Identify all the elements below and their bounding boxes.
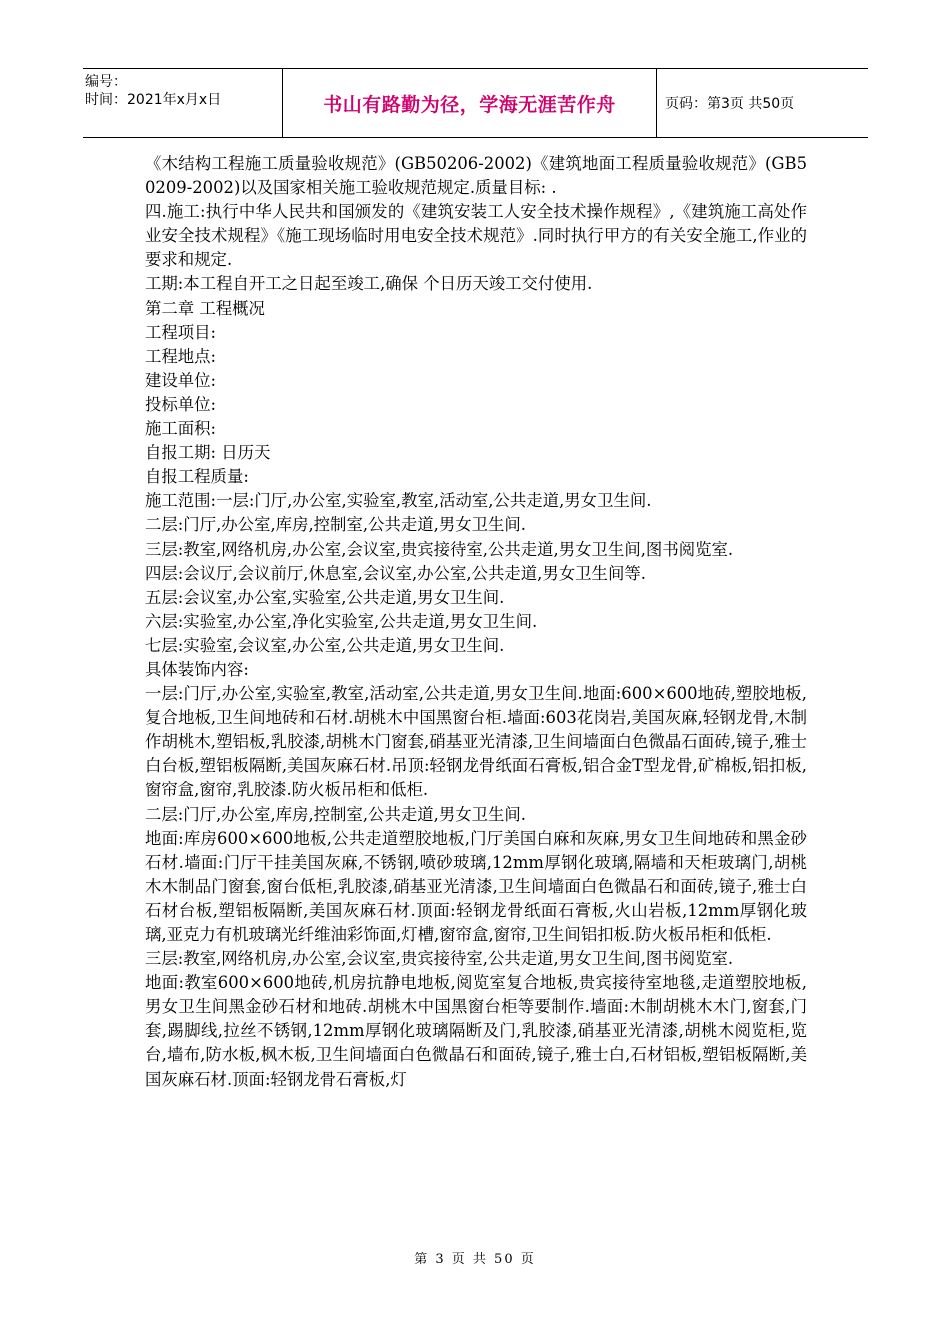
- paragraph: 地面:库房600×600地板,公共走道塑胶地板,门厅美国白麻和灰麻,男女卫生间地砖和黑金砂石材.墙面:门厅干挂美国灰麻,不锈钢,喷砂玻璃,12mm厚钢化玻璃,隔墙和天柜玻璃门,胡桃木木制品门窗套,窗台低柜,乳胶漆,硝基亚光清漆,卫生间墙面白色微晶石和面砖,镜子,雅士白石材台板,塑铝板隔断,美国灰麻石材.顶面:轻钢龙骨纸面石膏板,火山岩板,12mm厚钢化玻璃,亚克力有机玻璃光纤维油彩饰面,灯槽,窗帘盒,窗帘,卫生间铝扣板.防火板吊柜和低柜.: [145, 828, 807, 944]
- paragraph: 三层:教室,网络机房,办公室,会议室,贵宾接待室,公共走道,男女卫生间,图书阅览室.: [145, 949, 734, 969]
- page-info-cell: [657, 69, 868, 137]
- paragraph: 《木结构工程施工质量验收规范》(GB50206-2002)《建筑地面工程质量验收规范》(GB50209-2002)以及国家相关施工验收规范规定.质量目标: .: [145, 154, 807, 198]
- paragraph: 四层:会议厅,会议前厅,休息室,会议室,办公室,公共走道,男女卫生间等.: [145, 563, 646, 583]
- page-footer: 第 3 页 共 50 页: [414, 1252, 536, 1267]
- page-info-text: 页码：第3页 共50页: [665, 96, 795, 112]
- paragraph: 建设单位:: [145, 370, 217, 390]
- document-body: [145, 152, 807, 1092]
- header-meta-cell: [83, 69, 283, 137]
- paragraph: 施工面积:: [145, 419, 217, 439]
- paragraph: 六层:实验室,办公室,净化实验室,公共走道,男女卫生间.: [145, 611, 538, 631]
- paragraph: 工程地点:: [145, 346, 217, 366]
- paragraph: 具体装饰内容:: [145, 659, 249, 679]
- paragraph: 工程项目:: [145, 322, 217, 342]
- paragraph: 四.施工:执行中华人民共和国颁发的《建筑安装工人安全技术操作规程》,《建筑施工高处作业安全技术规程》《施工现场临时用电安全技术规范》.同时执行甲方的有关安全施工,作业的要求和规定.: [145, 202, 807, 270]
- paragraph: 自报工期: 日历天: [145, 443, 271, 463]
- paragraph: 二层:门厅,办公室,库房,控制室,公共走道,男女卫生间.: [145, 804, 526, 824]
- motto-cell: [283, 69, 657, 137]
- paragraph: 自报工程质量:: [145, 467, 249, 487]
- paragraph: 工期:本工程自开工之日起至竣工,确保 个日历天竣工交付使用.: [145, 274, 593, 294]
- paragraph: 五层:会议室,办公室,实验室,公共走道,男女卫生间.: [145, 587, 505, 607]
- paragraph: 地面:教室600×600地砖,机房抗静电地板,阅览室复合地板,贵宾接待室地毯,走道塑胶地板,男女卫生间黑金砂石材和地砖.胡桃木中国黑窗台柜等要制作.墙面:木制胡桃木木门,窗套,门套,踢脚线,拉丝不锈钢,12mm厚钢化玻璃隔断及门,乳胶漆,硝基亚光清漆,胡桃木阅览柜,览台,墙布,防水板,枫木板,卫生间墙面白色微晶石和面砖,镜子,雅士白,石材铝板,塑铝板隔断,美国灰麻石材.顶面:轻钢龙骨石膏板,灯: [145, 973, 807, 1089]
- number-label: 编号：: [85, 74, 127, 90]
- chapter-heading: 第二章 工程概况: [145, 298, 265, 318]
- motto-text: 书山有路勤为径，学海无涯苦作舟: [323, 93, 616, 116]
- time-label: 时间：2021年x月x日: [85, 92, 222, 108]
- paragraph: 七层:实验室,会议室,办公室,公共走道,男女卫生间.: [145, 635, 505, 655]
- paragraph: 一层:门厅,办公室,实验室,教室,活动室,公共走道,男女卫生间.地面:600×600地砖,塑胶地板,复合地板,卫生间地砖和石材.胡桃木中国黑窗台柜.墙面:603花岗岩,美国灰麻,轻钢龙骨,木制作胡桃木,塑铝板,乳胶漆,胡桃木门窗套,硝基亚光清漆,卫生间墙面白色微晶石面砖,镜子,雅士白台板,塑铝板隔断,美国灰麻石材.吊顶:轻钢龙骨纸面石膏板,铝合金T型龙骨,矿棉板,铝扣板,窗帘盒,窗帘,乳胶漆.防火板吊柜和低柜.: [145, 684, 807, 800]
- header-table: [83, 68, 868, 138]
- paragraph: 投标单位:: [145, 394, 217, 414]
- paragraph: 施工范围:一层:门厅,办公室,实验室,教室,活动室,公共走道,男女卫生间.: [145, 491, 652, 511]
- paragraph: 三层:教室,网络机房,办公室,会议室,贵宾接待室,公共走道,男女卫生间,图书阅览室.: [145, 539, 734, 559]
- paragraph: 二层:门厅,办公室,库房,控制室,公共走道,男女卫生间.: [145, 515, 526, 535]
